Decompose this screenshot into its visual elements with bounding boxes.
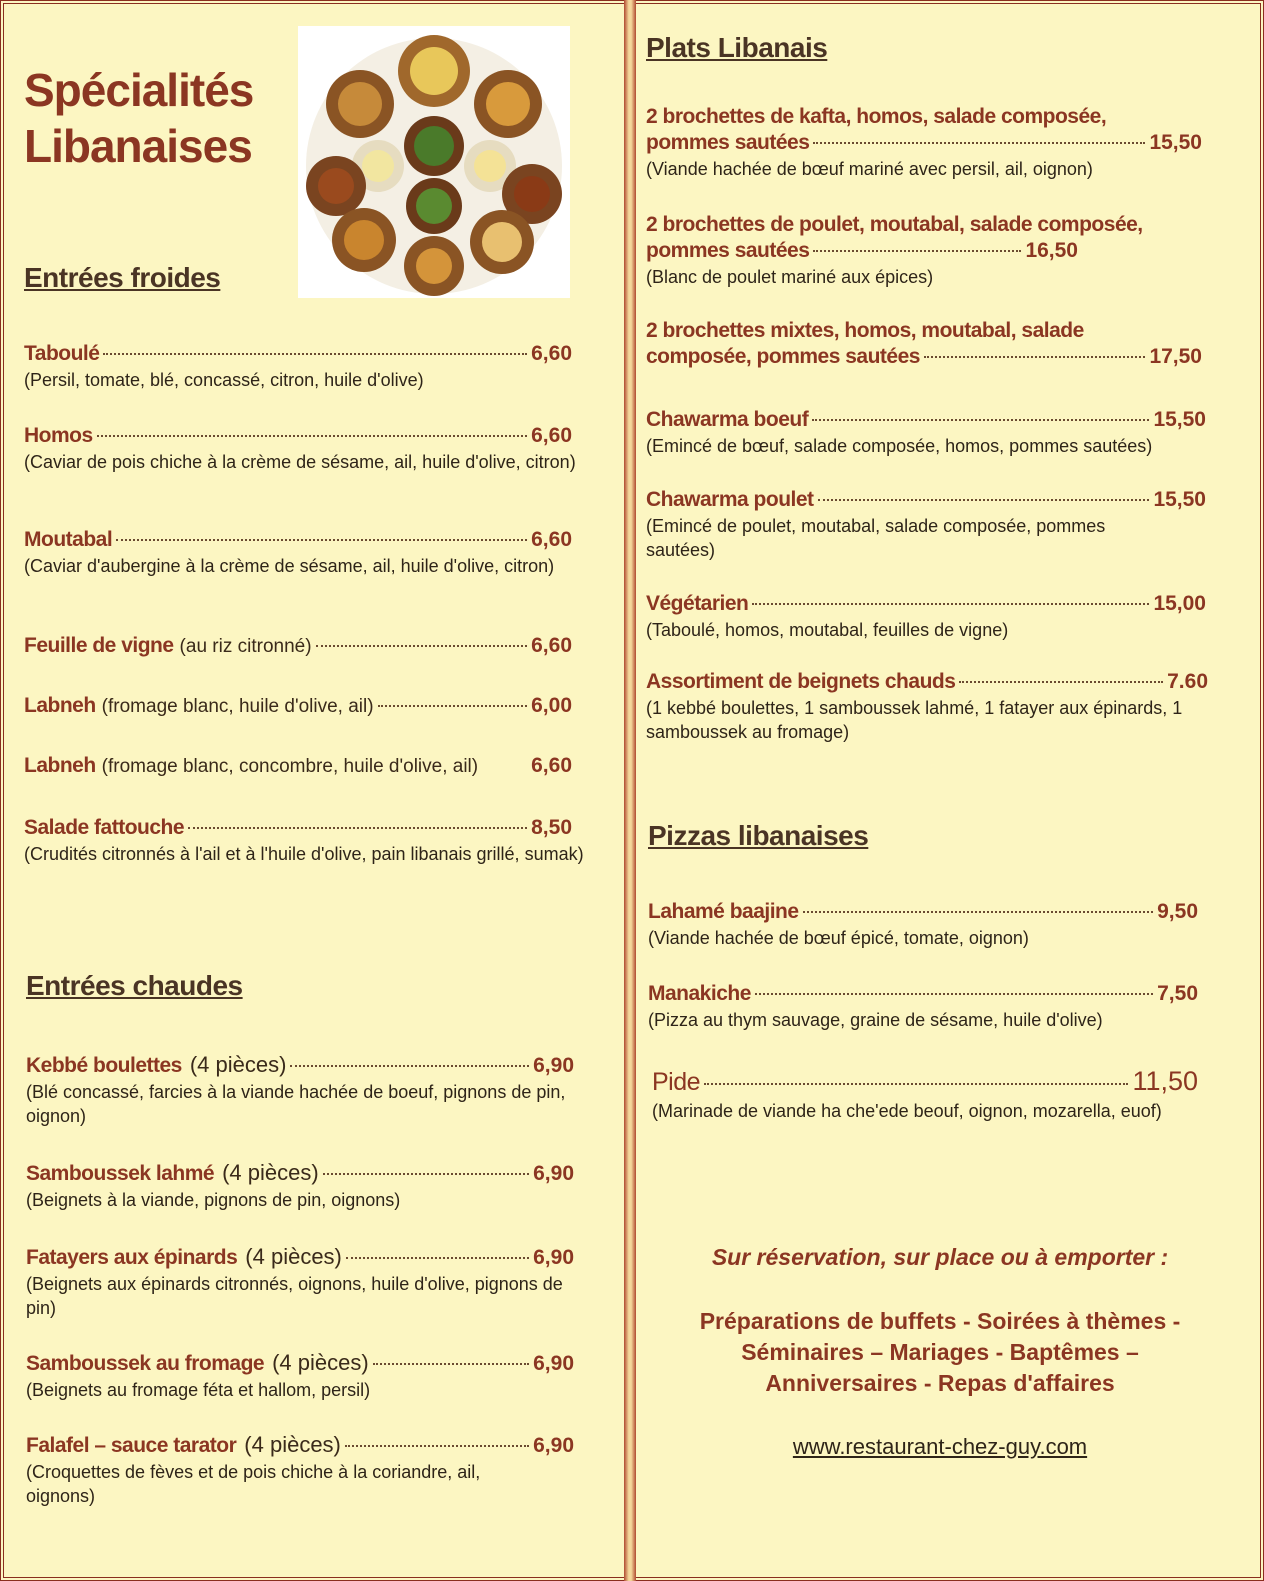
item-price: 8,50 xyxy=(531,816,572,839)
item-name: Taboulé xyxy=(24,342,100,365)
item-name: Manakiche xyxy=(648,982,751,1005)
menu-item-brochettes-mixtes xyxy=(646,316,1206,369)
item-description: (Beignets à la viande, pignons de pin, oignons) xyxy=(26,1190,401,1210)
menu-item-samboussek-fromage xyxy=(26,1350,574,1402)
dot-leader xyxy=(959,681,1163,683)
menu-item-homos xyxy=(24,424,576,474)
item-name: Assortiment de beignets chauds xyxy=(646,670,956,693)
item-price: 6,60 xyxy=(531,424,572,447)
item-description: (Caviar de pois chiche à la crème de sésame, ail, huile d'olive, citron) xyxy=(24,452,576,472)
page-fold xyxy=(624,0,636,1581)
section-entrees-chaudes: Entrées chaudes xyxy=(26,970,243,1001)
menu-title-line1: Spécialités xyxy=(24,64,254,116)
item-name-cont: pommes sautées xyxy=(646,239,810,262)
dot-leader xyxy=(752,603,1149,605)
dot-leader xyxy=(345,1445,529,1447)
item-name: Samboussek lahmé xyxy=(26,1162,215,1185)
menu-item-salade-fattouche xyxy=(24,816,584,866)
item-price: 11,50 xyxy=(1132,1066,1198,1096)
dot-leader xyxy=(373,1363,529,1365)
dot-leader xyxy=(316,645,528,647)
dot-leader xyxy=(188,827,527,829)
item-price: 7.60 xyxy=(1167,670,1208,693)
item-price: 16,50 xyxy=(1025,239,1078,262)
item-price: 17,50 xyxy=(1149,345,1202,368)
item-price: 6,90 xyxy=(533,1434,574,1457)
item-price: 15,00 xyxy=(1153,592,1206,615)
website-link[interactable]: www.restaurant-chez-guy.com xyxy=(792,1434,1088,1459)
item-name: Feuille de vigne xyxy=(24,634,174,657)
menu-item-samboussek-lahme xyxy=(26,1160,574,1212)
item-quantity: (4 pièces) xyxy=(189,1052,287,1077)
dot-leader xyxy=(755,993,1153,995)
item-description: (Caviar d'aubergine à la crème de sésame, ail, huile d'olive, citron) xyxy=(24,556,555,576)
menu-item-kebbe-boulettes xyxy=(26,1052,574,1128)
item-description: (Pizza au thym sauvage, graine de sésame, huile d'olive) xyxy=(648,1010,1103,1030)
item-price: 6,60 xyxy=(531,754,572,777)
item-name: Labneh xyxy=(24,694,96,717)
item-name: Salade fattouche xyxy=(24,816,185,839)
menu-item-brochettes-kafta xyxy=(646,102,1206,181)
promo-line: Anniversaires - Repas d'affaires xyxy=(765,1370,1115,1396)
dot-leader xyxy=(704,1083,1128,1085)
dot-leader xyxy=(813,250,1021,252)
dot-leader xyxy=(323,1173,529,1175)
item-description: (1 kebbé boulettes, 1 samboussek lahmé, 1 fatayer aux épinards, 1 samboussek au fromage) xyxy=(646,698,1183,742)
item-quantity: (4 pièces) xyxy=(272,1350,369,1375)
menu-item-falafel xyxy=(26,1432,574,1508)
item-name: 2 brochettes de poulet, moutabal, salade composée, xyxy=(646,213,1143,236)
item-name: Homos xyxy=(24,424,93,447)
item-name: Falafel – sauce tarator xyxy=(26,1434,237,1457)
section-entrees-froides: Entrées froides xyxy=(24,262,221,293)
item-description: (Taboulé, homos, moutabal, feuilles de vigne) xyxy=(646,620,1009,640)
dot-leader xyxy=(924,356,1145,358)
menu-item-moutabal xyxy=(24,528,572,578)
item-note: (au riz citronné) xyxy=(179,636,312,657)
menu-item-chawarma-poulet xyxy=(646,488,1206,562)
menu-item-vegetarien xyxy=(646,592,1206,642)
dot-leader xyxy=(290,1065,529,1067)
menu-title xyxy=(24,62,253,174)
item-note: (fromage blanc, concombre, huile d'olive, ail) xyxy=(101,756,479,777)
menu-item-manakiche xyxy=(648,982,1198,1032)
item-price: 6,60 xyxy=(531,528,572,551)
section-pizzas-libanaises: Pizzas libanaises xyxy=(648,820,869,851)
item-description: (Persil, tomate, blé, concassé, citron, huile d'olive) xyxy=(24,370,424,390)
menu-item-pide xyxy=(652,1066,1198,1123)
item-price: 6,90 xyxy=(533,1246,574,1269)
item-name: Moutabal xyxy=(24,528,113,551)
item-price: 6,90 xyxy=(533,1162,574,1185)
item-price: 7,50 xyxy=(1157,982,1198,1005)
menu-item-labneh xyxy=(24,694,572,718)
item-price: 6,90 xyxy=(533,1352,574,1375)
item-name-cont: pommes sautées xyxy=(646,131,810,154)
item-price: 6,60 xyxy=(531,634,572,657)
promo-line: Préparations de buffets - Soirées à thèmes - xyxy=(699,1308,1181,1334)
item-name: Kebbé boulettes xyxy=(26,1054,182,1077)
menu-item-tabboule xyxy=(24,342,572,392)
item-quantity: (4 pièces) xyxy=(244,1432,341,1457)
item-description: (Beignets au fromage féta et hallom, persil) xyxy=(26,1380,371,1400)
item-name: Fatayers aux épinards xyxy=(26,1246,238,1269)
item-description: (Marinade de viande ha che'ede beouf, oignon, mozarella, euof) xyxy=(652,1101,1162,1121)
item-description: (Blanc de poulet mariné aux épices) xyxy=(646,267,934,287)
dot-leader xyxy=(116,539,527,541)
item-description: (Emincé de bœuf, salade composée, homos, pommes sautées) xyxy=(646,436,1153,456)
item-name: Samboussek au fromage xyxy=(26,1352,265,1375)
item-description: (Crudités citronnés à l'ail et à l'huile d'olive, pain libanais grillé, sumak) xyxy=(24,844,584,864)
item-description: (Blé concassé, farcies à la viande hachée de boeuf, pignons de pin, oignon) xyxy=(26,1082,566,1126)
item-name: Chawarma poulet xyxy=(646,488,814,511)
menu-item-fatayers-epinards xyxy=(26,1244,574,1320)
item-quantity: (4 pièces) xyxy=(245,1244,342,1269)
dot-leader xyxy=(818,499,1150,501)
item-note: (fromage blanc, huile d'olive, ail) xyxy=(101,696,374,717)
menu-item-labneh-concombre xyxy=(24,754,572,778)
item-price: 6,90 xyxy=(533,1054,574,1077)
item-name: Labneh xyxy=(24,754,96,777)
promo-services xyxy=(640,1306,1240,1399)
mezze-platter-photo xyxy=(298,26,570,298)
item-name: 2 brochettes de kafta, homos, salade composée, xyxy=(646,105,1107,128)
menu-item-chawarma-boeuf xyxy=(646,408,1206,458)
dot-leader xyxy=(803,911,1154,913)
item-description: (Croquettes de fèves et de pois chiche à la coriandre, ail, oignons) xyxy=(26,1462,481,1506)
menu-item-assortiment-beignets xyxy=(646,670,1208,744)
item-name: Chawarma boeuf xyxy=(646,408,809,431)
item-description: (Emincé de poulet, moutabal, salade composée, pommes sautées) xyxy=(646,516,1106,560)
item-name: Végétarien xyxy=(646,592,749,615)
dot-leader xyxy=(813,142,1145,144)
menu-item-brochettes-poulet xyxy=(646,210,1226,289)
dot-leader xyxy=(346,1257,529,1259)
item-price: 6,00 xyxy=(531,694,572,717)
dot-leader xyxy=(103,353,527,355)
item-description: (Viande hachée de bœuf épicé, tomate, oignon) xyxy=(648,928,1029,948)
item-name-cont: composée, pommes sautées xyxy=(646,345,920,368)
item-quantity: (4 pièces) xyxy=(222,1160,319,1185)
dot-leader xyxy=(812,419,1149,421)
item-price: 15,50 xyxy=(1153,488,1206,511)
item-price: 6,60 xyxy=(531,342,572,365)
promo-line: Séminaires – Mariages - Baptêmes – xyxy=(741,1339,1139,1365)
promo-heading: Sur réservation, sur place ou à emporter : xyxy=(711,1244,1169,1270)
item-name: Pide xyxy=(652,1068,701,1096)
item-description: (Viande hachée de bœuf mariné avec persil, ail, oignon) xyxy=(646,159,1093,179)
section-plats-libanais: Plats Libanais xyxy=(646,32,828,63)
item-name: Lahamé baajine xyxy=(648,900,799,923)
menu-item-lahame-baajine xyxy=(648,900,1198,950)
item-price: 9,50 xyxy=(1157,900,1198,923)
dot-leader xyxy=(378,705,528,707)
item-description: (Beignets aux épinards citronnés, oignons, huile d'olive, pignons de pin) xyxy=(26,1274,563,1318)
item-name: 2 brochettes mixtes, homos, moutabal, salade xyxy=(646,319,1084,342)
mezze-bowls xyxy=(306,35,562,296)
menu-item-feuille-de-vigne xyxy=(24,634,572,658)
menu-title-line2: Libanaises xyxy=(24,120,252,172)
item-price: 15,50 xyxy=(1149,131,1202,154)
item-price: 15,50 xyxy=(1153,408,1206,431)
dot-leader xyxy=(97,435,527,437)
